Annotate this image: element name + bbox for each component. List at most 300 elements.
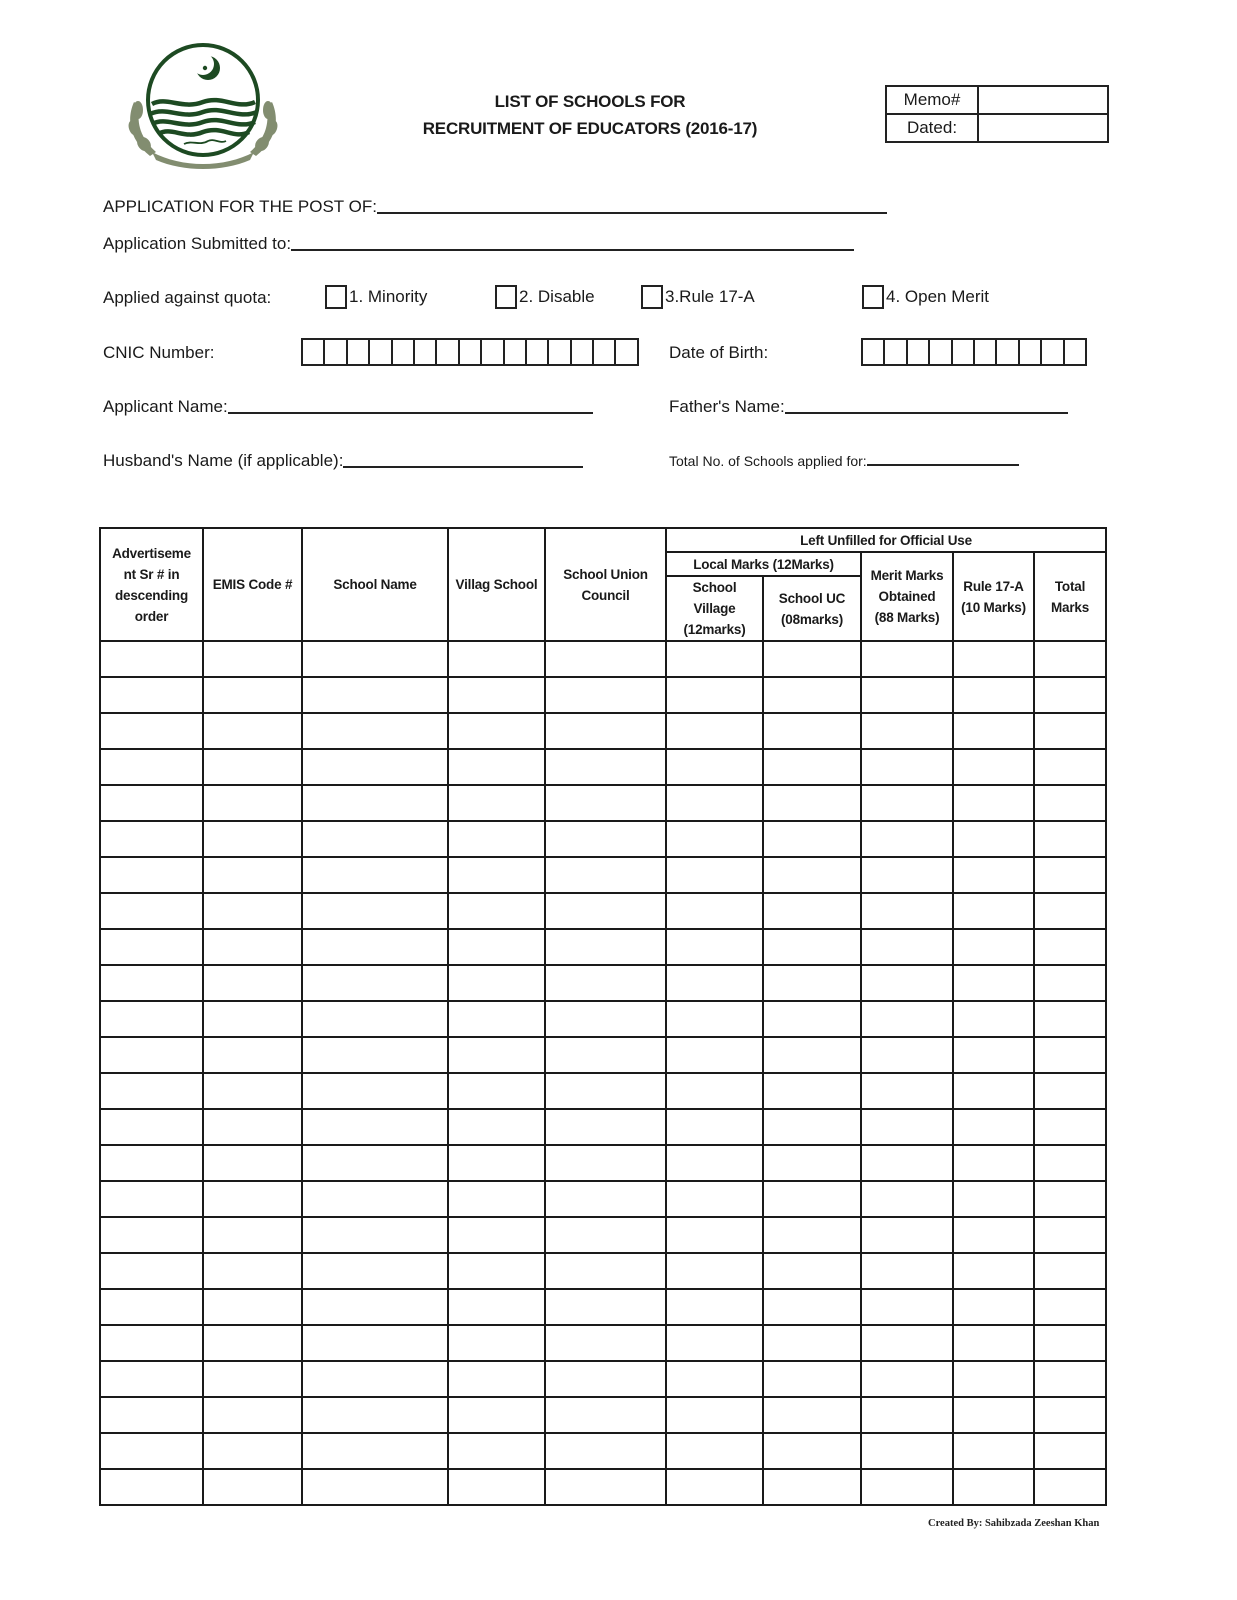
title-line-2: RECRUITMENT OF EDUCATORS (2016-17) bbox=[422, 119, 758, 138]
cell-total-marks[interactable] bbox=[1034, 1289, 1106, 1325]
husband-name-field[interactable] bbox=[343, 466, 583, 468]
cell-school-uc[interactable] bbox=[763, 929, 861, 965]
cell-village-school[interactable] bbox=[448, 1325, 545, 1361]
cell-adv-sr[interactable] bbox=[100, 821, 203, 857]
cell-total-marks[interactable] bbox=[1034, 893, 1106, 929]
cnic-digit-box[interactable] bbox=[482, 340, 504, 364]
cnic-digit-box[interactable] bbox=[616, 340, 638, 364]
cell-rule17a[interactable] bbox=[953, 857, 1034, 893]
cell-school-uc[interactable] bbox=[763, 1073, 861, 1109]
cell-school-village[interactable] bbox=[666, 1037, 763, 1073]
cell-village-school[interactable] bbox=[448, 1037, 545, 1073]
cell-rule17a[interactable] bbox=[953, 1145, 1034, 1181]
cell-school-name[interactable] bbox=[302, 965, 448, 1001]
cell-village-school[interactable] bbox=[448, 1253, 545, 1289]
dob-digit-box[interactable] bbox=[953, 340, 975, 364]
cell-school-name[interactable] bbox=[302, 677, 448, 713]
cell-emis-code[interactable] bbox=[203, 1361, 302, 1397]
cell-school-village[interactable] bbox=[666, 1073, 763, 1109]
cell-adv-sr[interactable] bbox=[100, 641, 203, 677]
dob-digit-box[interactable] bbox=[908, 340, 930, 364]
table-row bbox=[100, 1109, 1106, 1145]
dob-digit-box[interactable] bbox=[930, 340, 952, 364]
table-row bbox=[100, 965, 1106, 1001]
cell-school-uc[interactable] bbox=[763, 1109, 861, 1145]
cell-merit-marks[interactable] bbox=[861, 1325, 953, 1361]
cell-school-village[interactable] bbox=[666, 1433, 763, 1469]
cnic-digit-box[interactable] bbox=[415, 340, 437, 364]
cell-emis-code[interactable] bbox=[203, 1469, 302, 1505]
cell-school-name[interactable] bbox=[302, 785, 448, 821]
cell-school-name[interactable] bbox=[302, 1109, 448, 1145]
cell-emis-code[interactable] bbox=[203, 1181, 302, 1217]
cell-rule17a[interactable] bbox=[953, 1073, 1034, 1109]
cell-emis-code[interactable] bbox=[203, 713, 302, 749]
cell-rule17a[interactable] bbox=[953, 641, 1034, 677]
cell-total-marks[interactable] bbox=[1034, 1325, 1106, 1361]
quota-option-minority[interactable] bbox=[325, 285, 427, 309]
cell-school-name[interactable] bbox=[302, 929, 448, 965]
cell-union-council[interactable] bbox=[545, 893, 666, 929]
cell-union-council[interactable] bbox=[545, 1469, 666, 1505]
cell-village-school[interactable] bbox=[448, 965, 545, 1001]
cell-rule17a[interactable] bbox=[953, 929, 1034, 965]
cell-merit-marks[interactable] bbox=[861, 1397, 953, 1433]
cell-merit-marks[interactable] bbox=[861, 749, 953, 785]
dob-digit-box[interactable] bbox=[997, 340, 1019, 364]
cell-merit-marks[interactable] bbox=[861, 1073, 953, 1109]
cell-merit-marks[interactable] bbox=[861, 857, 953, 893]
total-schools-field[interactable] bbox=[867, 464, 1019, 466]
cell-total-marks[interactable] bbox=[1034, 965, 1106, 1001]
cell-adv-sr[interactable] bbox=[100, 1253, 203, 1289]
cell-emis-code[interactable] bbox=[203, 857, 302, 893]
cell-merit-marks[interactable] bbox=[861, 677, 953, 713]
cell-rule17a[interactable] bbox=[953, 1433, 1034, 1469]
cell-union-council[interactable] bbox=[545, 1073, 666, 1109]
memo-label: Memo# bbox=[886, 86, 978, 114]
cell-rule17a[interactable] bbox=[953, 1001, 1034, 1037]
cell-merit-marks[interactable] bbox=[861, 1001, 953, 1037]
cell-emis-code[interactable] bbox=[203, 749, 302, 785]
cell-merit-marks[interactable] bbox=[861, 1109, 953, 1145]
cell-school-uc[interactable] bbox=[763, 1037, 861, 1073]
cell-adv-sr[interactable] bbox=[100, 785, 203, 821]
cell-village-school[interactable] bbox=[448, 857, 545, 893]
cell-village-school[interactable] bbox=[448, 785, 545, 821]
cell-school-village[interactable] bbox=[666, 1217, 763, 1253]
cell-merit-marks[interactable] bbox=[861, 1145, 953, 1181]
cell-union-council[interactable] bbox=[545, 1181, 666, 1217]
cell-adv-sr[interactable] bbox=[100, 1145, 203, 1181]
cell-rule17a[interactable] bbox=[953, 749, 1034, 785]
cell-rule17a[interactable] bbox=[953, 1325, 1034, 1361]
cell-school-village[interactable] bbox=[666, 713, 763, 749]
post-of-field[interactable] bbox=[377, 212, 887, 214]
cell-emis-code[interactable] bbox=[203, 893, 302, 929]
cell-village-school[interactable] bbox=[448, 1289, 545, 1325]
cell-rule17a[interactable] bbox=[953, 1361, 1034, 1397]
quota-option-rule17a[interactable] bbox=[641, 285, 755, 309]
cell-emis-code[interactable] bbox=[203, 641, 302, 677]
cell-school-village[interactable] bbox=[666, 821, 763, 857]
cnic-digit-box[interactable] bbox=[393, 340, 415, 364]
cnic-input-boxes[interactable] bbox=[301, 338, 639, 366]
cell-school-name[interactable] bbox=[302, 1253, 448, 1289]
cell-rule17a[interactable] bbox=[953, 1217, 1034, 1253]
disable-checkbox[interactable] bbox=[495, 285, 517, 309]
cell-village-school[interactable] bbox=[448, 929, 545, 965]
cell-adv-sr[interactable] bbox=[100, 1469, 203, 1505]
quota-option-disable[interactable] bbox=[495, 285, 595, 309]
cell-school-uc[interactable] bbox=[763, 749, 861, 785]
cell-village-school[interactable] bbox=[448, 749, 545, 785]
cell-school-name[interactable] bbox=[302, 893, 448, 929]
cell-school-village[interactable] bbox=[666, 677, 763, 713]
cell-village-school[interactable] bbox=[448, 641, 545, 677]
cell-village-school[interactable] bbox=[448, 1469, 545, 1505]
cell-union-council[interactable] bbox=[545, 1289, 666, 1325]
cell-emis-code[interactable] bbox=[203, 1217, 302, 1253]
cell-school-village[interactable] bbox=[666, 785, 763, 821]
cell-adv-sr[interactable] bbox=[100, 965, 203, 1001]
cell-emis-code[interactable] bbox=[203, 929, 302, 965]
cell-school-uc[interactable] bbox=[763, 1397, 861, 1433]
cell-union-council[interactable] bbox=[545, 1217, 666, 1253]
cell-emis-code[interactable] bbox=[203, 677, 302, 713]
cell-school-name[interactable] bbox=[302, 821, 448, 857]
cell-rule17a[interactable] bbox=[953, 713, 1034, 749]
cell-school-uc[interactable] bbox=[763, 1001, 861, 1037]
cell-school-village[interactable] bbox=[666, 893, 763, 929]
cell-rule17a[interactable] bbox=[953, 677, 1034, 713]
cell-school-village[interactable] bbox=[666, 641, 763, 677]
table-row bbox=[100, 1433, 1106, 1469]
cell-adv-sr[interactable] bbox=[100, 1181, 203, 1217]
dob-digit-box[interactable] bbox=[975, 340, 997, 364]
cnic-digit-box[interactable] bbox=[594, 340, 616, 364]
cell-school-uc[interactable] bbox=[763, 1469, 861, 1505]
cell-rule17a[interactable] bbox=[953, 1397, 1034, 1433]
cell-emis-code[interactable] bbox=[203, 821, 302, 857]
cell-school-uc[interactable] bbox=[763, 893, 861, 929]
cell-total-marks[interactable] bbox=[1034, 1109, 1106, 1145]
cell-school-name[interactable] bbox=[302, 1325, 448, 1361]
punjab-emblem-logo bbox=[122, 40, 284, 170]
cell-school-village[interactable] bbox=[666, 1001, 763, 1037]
cell-school-uc[interactable] bbox=[763, 785, 861, 821]
cell-school-uc[interactable] bbox=[763, 677, 861, 713]
quota-option-open-merit[interactable] bbox=[862, 285, 989, 309]
cell-school-name[interactable] bbox=[302, 1469, 448, 1505]
cell-school-village[interactable] bbox=[666, 1325, 763, 1361]
cell-school-name[interactable] bbox=[302, 1037, 448, 1073]
table-row bbox=[100, 1073, 1106, 1109]
cell-adv-sr[interactable] bbox=[100, 1001, 203, 1037]
cell-village-school[interactable] bbox=[448, 1397, 545, 1433]
cell-school-uc[interactable] bbox=[763, 1145, 861, 1181]
cell-adv-sr[interactable] bbox=[100, 1325, 203, 1361]
cell-emis-code[interactable] bbox=[203, 1397, 302, 1433]
col-village-school: Villag School bbox=[448, 528, 545, 641]
cell-merit-marks[interactable] bbox=[861, 1469, 953, 1505]
cell-union-council[interactable] bbox=[545, 821, 666, 857]
cell-union-council[interactable] bbox=[545, 1253, 666, 1289]
post-of-row bbox=[103, 197, 887, 217]
cell-school-village[interactable] bbox=[666, 1253, 763, 1289]
cell-union-council[interactable] bbox=[545, 1109, 666, 1145]
cell-village-school[interactable] bbox=[448, 677, 545, 713]
cell-school-village[interactable] bbox=[666, 965, 763, 1001]
col-school-village: School Village (12marks) bbox=[666, 576, 763, 641]
cell-school-village[interactable] bbox=[666, 929, 763, 965]
dob-digit-box[interactable] bbox=[1042, 340, 1064, 364]
submitted-to-field[interactable] bbox=[291, 249, 854, 251]
cell-school-uc[interactable] bbox=[763, 821, 861, 857]
cell-village-school[interactable] bbox=[448, 1433, 545, 1469]
cell-village-school[interactable] bbox=[448, 1361, 545, 1397]
dob-digit-box[interactable] bbox=[863, 340, 885, 364]
cell-village-school[interactable] bbox=[448, 1217, 545, 1253]
cnic-digit-box[interactable] bbox=[460, 340, 482, 364]
cell-rule17a[interactable] bbox=[953, 1181, 1034, 1217]
rule17a-checkbox[interactable] bbox=[641, 285, 663, 309]
cell-school-name[interactable] bbox=[302, 1001, 448, 1037]
dob-input-boxes[interactable] bbox=[861, 338, 1087, 366]
cnic-digit-box[interactable] bbox=[505, 340, 527, 364]
cell-union-council[interactable] bbox=[545, 1397, 666, 1433]
cell-merit-marks[interactable] bbox=[861, 1433, 953, 1469]
cell-adv-sr[interactable] bbox=[100, 1217, 203, 1253]
cell-merit-marks[interactable] bbox=[861, 1037, 953, 1073]
cell-merit-marks[interactable] bbox=[861, 965, 953, 1001]
memo-field[interactable] bbox=[978, 86, 1108, 114]
cell-total-marks[interactable] bbox=[1034, 1037, 1106, 1073]
submitted-to-label: Application Submitted to: bbox=[103, 234, 292, 253]
disable-label: 2. Disable bbox=[519, 287, 595, 306]
cell-school-uc[interactable] bbox=[763, 713, 861, 749]
cnic-digit-box[interactable] bbox=[370, 340, 392, 364]
cell-emis-code[interactable] bbox=[203, 1001, 302, 1037]
cell-village-school[interactable] bbox=[448, 1145, 545, 1181]
cnic-digit-box[interactable] bbox=[549, 340, 571, 364]
cell-union-council[interactable] bbox=[545, 929, 666, 965]
cell-total-marks[interactable] bbox=[1034, 821, 1106, 857]
cell-emis-code[interactable] bbox=[203, 1145, 302, 1181]
cell-school-name[interactable] bbox=[302, 1145, 448, 1181]
cell-village-school[interactable] bbox=[448, 1073, 545, 1109]
cell-adv-sr[interactable] bbox=[100, 1397, 203, 1433]
cell-total-marks[interactable] bbox=[1034, 857, 1106, 893]
col-rule17a-marks: Rule 17-A (10 Marks) bbox=[953, 552, 1034, 641]
cell-village-school[interactable] bbox=[448, 713, 545, 749]
cell-emis-code[interactable] bbox=[203, 1109, 302, 1145]
cnic-digit-box[interactable] bbox=[325, 340, 347, 364]
cell-adv-sr[interactable] bbox=[100, 749, 203, 785]
cell-union-council[interactable] bbox=[545, 857, 666, 893]
dob-digit-box[interactable] bbox=[885, 340, 907, 364]
cell-merit-marks[interactable] bbox=[861, 785, 953, 821]
cell-school-name[interactable] bbox=[302, 1397, 448, 1433]
cell-village-school[interactable] bbox=[448, 893, 545, 929]
cell-village-school[interactable] bbox=[448, 1181, 545, 1217]
cell-school-village[interactable] bbox=[666, 749, 763, 785]
cell-total-marks[interactable] bbox=[1034, 1397, 1106, 1433]
cell-emis-code[interactable] bbox=[203, 1037, 302, 1073]
cell-village-school[interactable] bbox=[448, 1109, 545, 1145]
cell-merit-marks[interactable] bbox=[861, 1253, 953, 1289]
cell-school-name[interactable] bbox=[302, 1361, 448, 1397]
cell-village-school[interactable] bbox=[448, 821, 545, 857]
cell-rule17a[interactable] bbox=[953, 893, 1034, 929]
cell-union-council[interactable] bbox=[545, 965, 666, 1001]
father-name-field[interactable] bbox=[785, 412, 1068, 414]
cell-rule17a[interactable] bbox=[953, 1037, 1034, 1073]
cnic-digit-box[interactable] bbox=[303, 340, 325, 364]
cell-school-name[interactable] bbox=[302, 1181, 448, 1217]
cell-school-village[interactable] bbox=[666, 1181, 763, 1217]
cell-union-council[interactable] bbox=[545, 1433, 666, 1469]
cell-school-village[interactable] bbox=[666, 1109, 763, 1145]
cell-merit-marks[interactable] bbox=[861, 713, 953, 749]
applicant-name-field[interactable] bbox=[228, 412, 593, 414]
cell-school-uc[interactable] bbox=[763, 641, 861, 677]
cell-total-marks[interactable] bbox=[1034, 1361, 1106, 1397]
cell-rule17a[interactable] bbox=[953, 1289, 1034, 1325]
cell-adv-sr[interactable] bbox=[100, 1361, 203, 1397]
cell-merit-marks[interactable] bbox=[861, 641, 953, 677]
cell-union-council[interactable] bbox=[545, 1361, 666, 1397]
cell-school-village[interactable] bbox=[666, 1361, 763, 1397]
cell-merit-marks[interactable] bbox=[861, 893, 953, 929]
dated-field[interactable] bbox=[978, 114, 1108, 142]
cell-adv-sr[interactable] bbox=[100, 1109, 203, 1145]
cell-total-marks[interactable] bbox=[1034, 1073, 1106, 1109]
cell-school-uc[interactable] bbox=[763, 1433, 861, 1469]
cell-union-council[interactable] bbox=[545, 713, 666, 749]
cell-total-marks[interactable] bbox=[1034, 1181, 1106, 1217]
cell-adv-sr[interactable] bbox=[100, 929, 203, 965]
cell-emis-code[interactable] bbox=[203, 1289, 302, 1325]
cell-union-council[interactable] bbox=[545, 1325, 666, 1361]
table-row bbox=[100, 749, 1106, 785]
cell-emis-code[interactable] bbox=[203, 1073, 302, 1109]
cell-school-name[interactable] bbox=[302, 1433, 448, 1469]
cell-total-marks[interactable] bbox=[1034, 1001, 1106, 1037]
dob-digit-box[interactable] bbox=[1065, 340, 1087, 364]
cell-merit-marks[interactable] bbox=[861, 1181, 953, 1217]
cell-village-school[interactable] bbox=[448, 1001, 545, 1037]
table-row bbox=[100, 641, 1106, 677]
cell-union-council[interactable] bbox=[545, 641, 666, 677]
cell-school-name[interactable] bbox=[302, 857, 448, 893]
cell-school-name[interactable] bbox=[302, 1073, 448, 1109]
cell-union-council[interactable] bbox=[545, 749, 666, 785]
cell-merit-marks[interactable] bbox=[861, 821, 953, 857]
cell-total-marks[interactable] bbox=[1034, 1433, 1106, 1469]
cell-school-uc[interactable] bbox=[763, 1217, 861, 1253]
cell-total-marks[interactable] bbox=[1034, 1217, 1106, 1253]
cnic-digit-box[interactable] bbox=[437, 340, 459, 364]
cell-merit-marks[interactable] bbox=[861, 929, 953, 965]
cell-school-village[interactable] bbox=[666, 857, 763, 893]
cell-school-village[interactable] bbox=[666, 1145, 763, 1181]
cell-union-council[interactable] bbox=[545, 785, 666, 821]
cell-emis-code[interactable] bbox=[203, 1325, 302, 1361]
cell-adv-sr[interactable] bbox=[100, 893, 203, 929]
cell-total-marks[interactable] bbox=[1034, 1145, 1106, 1181]
cell-total-marks[interactable] bbox=[1034, 1469, 1106, 1505]
cell-total-marks[interactable] bbox=[1034, 929, 1106, 965]
cell-rule17a[interactable] bbox=[953, 1469, 1034, 1505]
cell-school-uc[interactable] bbox=[763, 1361, 861, 1397]
cell-union-council[interactable] bbox=[545, 1037, 666, 1073]
cell-total-marks[interactable] bbox=[1034, 1253, 1106, 1289]
cell-adv-sr[interactable] bbox=[100, 1073, 203, 1109]
cell-school-uc[interactable] bbox=[763, 1289, 861, 1325]
cell-school-village[interactable] bbox=[666, 1289, 763, 1325]
cell-adv-sr[interactable] bbox=[100, 1289, 203, 1325]
cell-adv-sr[interactable] bbox=[100, 857, 203, 893]
cell-school-name[interactable] bbox=[302, 749, 448, 785]
cnic-digit-box[interactable] bbox=[527, 340, 549, 364]
cell-adv-sr[interactable] bbox=[100, 677, 203, 713]
cell-school-name[interactable] bbox=[302, 1217, 448, 1253]
cell-school-uc[interactable] bbox=[763, 1325, 861, 1361]
cell-rule17a[interactable] bbox=[953, 965, 1034, 1001]
cell-merit-marks[interactable] bbox=[861, 1361, 953, 1397]
cell-total-marks[interactable] bbox=[1034, 677, 1106, 713]
cell-school-uc[interactable] bbox=[763, 965, 861, 1001]
cell-total-marks[interactable] bbox=[1034, 713, 1106, 749]
cell-union-council[interactable] bbox=[545, 677, 666, 713]
cell-union-council[interactable] bbox=[545, 1001, 666, 1037]
cell-emis-code[interactable] bbox=[203, 1433, 302, 1469]
cell-total-marks[interactable] bbox=[1034, 641, 1106, 677]
cell-school-name[interactable] bbox=[302, 641, 448, 677]
table-row bbox=[100, 1253, 1106, 1289]
cell-school-village[interactable] bbox=[666, 1469, 763, 1505]
cnic-digit-box[interactable] bbox=[348, 340, 370, 364]
cell-merit-marks[interactable] bbox=[861, 1289, 953, 1325]
cell-rule17a[interactable] bbox=[953, 1253, 1034, 1289]
cell-adv-sr[interactable] bbox=[100, 1037, 203, 1073]
open-merit-checkbox[interactable] bbox=[862, 285, 884, 309]
cell-school-uc[interactable] bbox=[763, 857, 861, 893]
cell-adv-sr[interactable] bbox=[100, 1433, 203, 1469]
cell-adv-sr[interactable] bbox=[100, 713, 203, 749]
cell-school-name[interactable] bbox=[302, 713, 448, 749]
cell-emis-code[interactable] bbox=[203, 965, 302, 1001]
cell-merit-marks[interactable] bbox=[861, 1217, 953, 1253]
cell-emis-code[interactable] bbox=[203, 785, 302, 821]
cell-emis-code[interactable] bbox=[203, 1253, 302, 1289]
table-row bbox=[100, 1361, 1106, 1397]
cell-union-council[interactable] bbox=[545, 1145, 666, 1181]
cell-school-village[interactable] bbox=[666, 1397, 763, 1433]
cell-total-marks[interactable] bbox=[1034, 749, 1106, 785]
cnic-digit-box[interactable] bbox=[572, 340, 594, 364]
cell-total-marks[interactable] bbox=[1034, 785, 1106, 821]
cell-school-name[interactable] bbox=[302, 1289, 448, 1325]
dob-digit-box[interactable] bbox=[1020, 340, 1042, 364]
cell-rule17a[interactable] bbox=[953, 1109, 1034, 1145]
minority-checkbox[interactable] bbox=[325, 285, 347, 309]
cell-rule17a[interactable] bbox=[953, 785, 1034, 821]
cell-school-uc[interactable] bbox=[763, 1181, 861, 1217]
cell-school-uc[interactable] bbox=[763, 1253, 861, 1289]
cell-rule17a[interactable] bbox=[953, 821, 1034, 857]
